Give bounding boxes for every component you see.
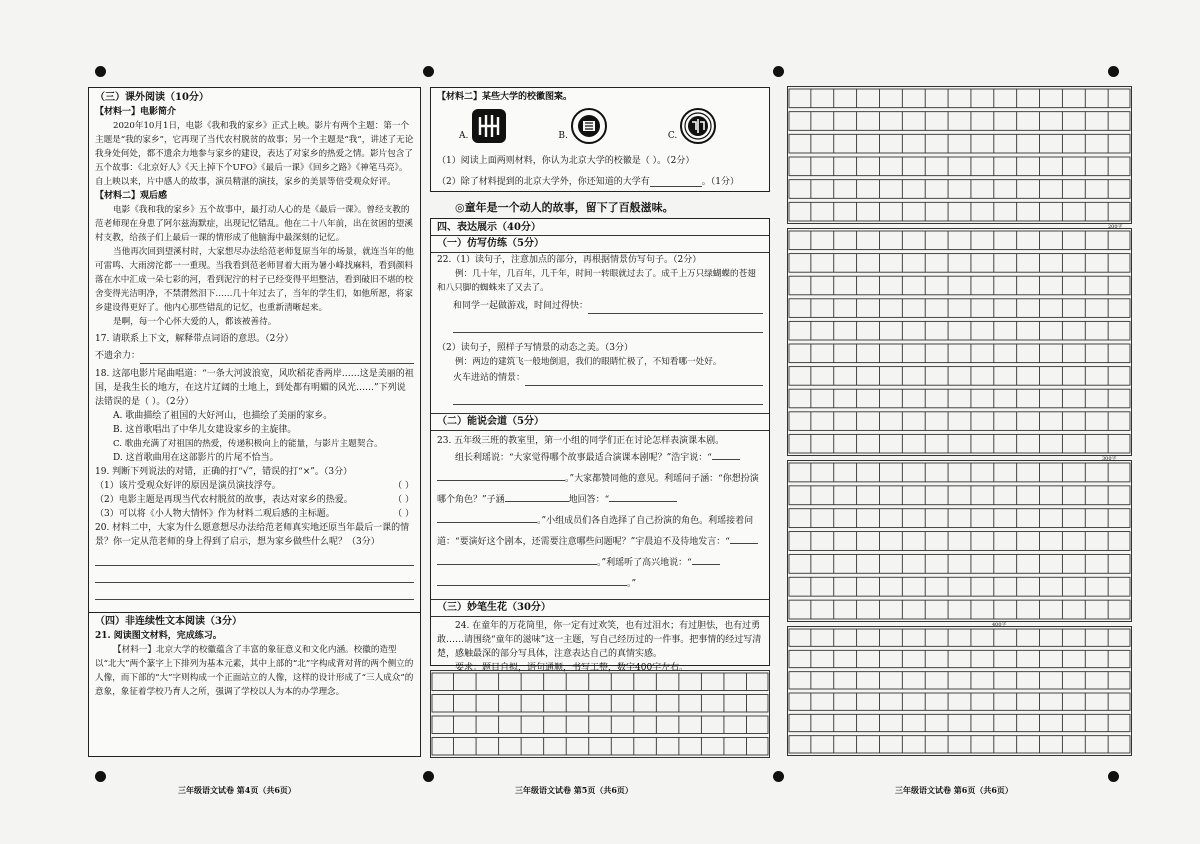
motto: ◎童年是一个动人的故事，留下了百般滋味。 xyxy=(455,201,674,214)
prompt: 和同学一起做游戏，时间过得快： xyxy=(453,301,589,311)
grid-cells xyxy=(788,627,1131,755)
subsection-title: （二）能说会道（5分） xyxy=(431,413,769,431)
binding-dot xyxy=(423,771,434,782)
material-text: 【材料一】北京大学的校徽蕴含了丰富的象征意义和文化内涵。校徽的造型以“北大”两个篆字上下排列为基本元素，其中上部的“北”字构成背对背的两个侧立的人像，而下部的“大”字则构成一个正面站立的人像，这样的设计形成了“三人成众”的意象，象征着学校乃育人之所，强调了学校以人为本的办学理念。 xyxy=(95,645,414,697)
answer-line[interactable] xyxy=(95,585,414,600)
grid-row xyxy=(789,344,1130,363)
question-22-2: （2）读句子，照样子写情景的动态之美。（3分） xyxy=(437,343,633,353)
binding-dot xyxy=(423,66,434,77)
question-18: 18. 这部电影片尾曲唱道：“一条大河波浪宽，风吹稻花香两岸……这是美丽的祖国，是我生长的地方，在这片辽阔的土地上，到处都有明媚的风光……”下列说法错误的是（ ）。（2分） xyxy=(95,369,414,407)
page-footer: 三年级语文试卷 第6页（共6页） xyxy=(895,785,1013,795)
grid-row xyxy=(789,532,1130,551)
judge-item: （3）可以将《小人物大情怀》作为材料二观后感的主标题。 xyxy=(95,509,335,519)
grid-row xyxy=(789,276,1130,295)
seal-logo-icon xyxy=(470,107,508,145)
binding-dot xyxy=(1108,771,1119,782)
dialogue-text xyxy=(437,448,763,595)
judge-paren[interactable]: （ ） xyxy=(393,481,414,491)
answer-line[interactable] xyxy=(730,533,758,544)
requirements: 要求：题目自拟，语句通顺，书写工整，数字400字左右。 xyxy=(455,663,689,673)
answer-line[interactable] xyxy=(453,390,763,405)
grid-row xyxy=(432,673,768,691)
material-text: 2020年10月1日，电影《我和我的家乡》正式上映。影片有两个主题：第一个主题是“我的家乡”，它再现了当代农村脱贫的故事；另一个主题是“我”，讲述了无论我身处何处，都不遗余力地参与家乡的建设，表达了对家乡的热爱之情。影片包含了五个故事：《北京好人》《天上掉下个UFO》《最后一课》《回乡之路》《神笔马亮》。自上映以来，片中感人的故事，演员精湛的演技，家乡的美景等倍受观众好评。 xyxy=(95,121,414,187)
answer-line[interactable] xyxy=(437,554,597,565)
sub-question: （1）阅读上面两则材料，你认为北京大学的校徽是（ ）。（2分） xyxy=(437,156,695,166)
grid-row xyxy=(789,389,1130,408)
answer-line[interactable] xyxy=(609,491,677,502)
binding-dot xyxy=(95,66,106,77)
answer-line[interactable] xyxy=(525,371,763,386)
judge-paren[interactable]: （ ） xyxy=(393,509,414,519)
grid-cells xyxy=(431,671,769,757)
material-2-panel xyxy=(430,87,770,192)
grid-row xyxy=(789,134,1130,153)
sub-question: （2）除了材料提到的北京大学外，你还知道的大学有 xyxy=(437,177,650,187)
answer-line[interactable] xyxy=(95,551,414,566)
answer-line[interactable] xyxy=(712,449,740,460)
question-19: 19. 判断下列说法的对错，正确的打“√”，错误的打“×”。（3分） xyxy=(95,467,353,477)
grid-row xyxy=(789,486,1130,505)
material-title: 【材料一】电影简介 xyxy=(95,107,177,117)
grid-row xyxy=(789,412,1130,431)
answer-line[interactable] xyxy=(437,575,627,586)
peking-emblem-icon xyxy=(679,107,717,145)
grid-row xyxy=(432,695,768,713)
writing-grid[interactable] xyxy=(787,228,1132,456)
page-5-panel xyxy=(430,218,770,673)
grid-row xyxy=(789,629,1130,646)
grid-row xyxy=(789,254,1130,273)
logo-option-label: B. xyxy=(558,131,568,141)
example-sentence: 例：几十年，几百年，几千年，时间一转眼就过去了。成千上万只绿蝴蝶的苍翅和八只脚的蜘蛛来了又去了。 xyxy=(437,269,756,293)
subsection-title: （三）妙笔生花（30分） xyxy=(431,599,769,617)
subsection-title: （一）仿写仿练（5分） xyxy=(431,235,769,253)
answer-line[interactable] xyxy=(692,554,720,565)
material-text: 电影《我和我的家乡》五个故事中，最打动人心的是《最后一课》。曾经支教的范老师现在身患了阿尔兹海默症，出现记忆错乱。他在二十八年前，出在贫困的望溪村支教，给孩子们上最后一课的情形成了他脑海中最深刻的记忆。 xyxy=(95,205,413,243)
section-title: （四）非连续性文本阅读（3分） xyxy=(95,616,242,627)
dialogue-part: 。”小组成员们各自选择了自己扮演的角色。利瑶接着问道：“要演好这个剧本，还需要注意哪些问题呢？”宇晨迫不及待地发言：“ xyxy=(437,516,754,547)
sub-question-tail: 。（1分） xyxy=(701,177,739,187)
grid-row xyxy=(432,738,768,756)
question-24: 24. 在童年的万花筒里，你一定有过欢笑，也有过泪水；有过胆怯，也有过勇敢……请围绕“童年的滋味”这一主题，写自己经历过的一件事。把事情的经过写清楚，感触最深的部分写具体，注意表达自己的真情实感。 xyxy=(437,621,762,659)
binding-dot xyxy=(773,66,784,77)
question-17: 17. 请联系上下文，解释带点词语的意思。（2分） xyxy=(95,334,294,344)
grid-row xyxy=(789,736,1130,753)
judge-paren[interactable]: （ ） xyxy=(393,495,414,505)
grid-row xyxy=(789,650,1130,667)
judge-item: （1）该片受观众好评的原因是演员演技浮夸。 xyxy=(95,481,281,491)
grid-row xyxy=(789,180,1130,199)
answer-line[interactable] xyxy=(505,491,569,502)
grid-row xyxy=(789,693,1130,710)
answer-line[interactable] xyxy=(437,512,537,523)
writing-grid[interactable] xyxy=(787,86,1132,224)
option-c[interactable]: C. 歌曲充满了对祖国的热爱，传递积极向上的能量，与影片主题契合。 xyxy=(113,439,383,449)
question-23: 23. 五年级三班的教室里，第一小组的同学们正在讨论怎样表演课本剧。 xyxy=(437,436,725,446)
option-a[interactable]: A. 歌曲描绘了祖国的大好河山，也描绘了美丽的家乡。 xyxy=(113,411,333,421)
grid-row xyxy=(789,367,1130,386)
material-text: 当他再次回到望溪村时，大家想尽办法给范老师复原当年的场景，就连当年的他可雷鸣、大雨滂沱都一一重现。当我看到范老师冒着大雨为暑小峰找麻料，看到颜料落在水中汇成一朵七彩的河，看到泥泞的村子已经变得平坦整洁，看到破旧不堪的校舍变得光洁明净，不禁潸然泪下……几十年过去了，当年的学生们，如他所愿，将家乡建设得更好了。他内心那些错乱的记忆，也重新清晰起来。 xyxy=(95,247,414,313)
university-emblem-icon xyxy=(570,107,608,145)
word-count-mark: 400字 xyxy=(992,622,1007,628)
dialogue-part: 组长利瑶说：“大家觉得哪个故事最适合演课本剧呢？”浩宇说：“ xyxy=(455,453,712,463)
grid-row xyxy=(789,202,1130,221)
page-footer: 三年级语文试卷 第4页（共6页） xyxy=(178,785,296,795)
grid-cells xyxy=(788,461,1131,621)
grid-row xyxy=(789,434,1130,453)
option-d[interactable]: D. 这首歌曲用在这部影片的片尾不恰当。 xyxy=(113,453,279,463)
grid-row xyxy=(789,321,1130,340)
material-title: 【材料二】某些大学的校徽图案。 xyxy=(437,92,573,102)
word-count-mark: 300字 xyxy=(1102,456,1117,462)
writing-grid[interactable] xyxy=(787,460,1132,622)
grid-row xyxy=(432,716,768,734)
page-4-panel xyxy=(88,87,421,757)
page-footer: 三年级语文试卷 第5页（共6页） xyxy=(515,785,633,795)
grid-row xyxy=(789,299,1130,318)
grid-cells xyxy=(788,87,1131,223)
section-title: 四、表达展示（40分） xyxy=(437,222,541,233)
question-22: 22.（1）读句子，注意加点的部分，再根据情景仿写句子。（2分） xyxy=(437,255,702,265)
dialogue-part: 。”利瑶听了高兴地说：“ xyxy=(597,558,692,568)
judge-item: （2）电影主题是再现当代农村脱贫的故事，表达对家乡的热爱。 xyxy=(95,495,353,505)
dialogue-part: 。” xyxy=(627,579,637,589)
grid-row xyxy=(789,554,1130,573)
word-count-mark: 200字 xyxy=(1108,224,1123,230)
writing-grid[interactable] xyxy=(787,626,1132,756)
grid-row xyxy=(789,600,1130,619)
question-21: 21. 阅读图文材料，完成练习。 xyxy=(95,631,222,641)
answer-line[interactable] xyxy=(140,349,414,364)
answer-line[interactable] xyxy=(453,318,763,333)
grid-row xyxy=(789,672,1130,689)
logo-option-label: A. xyxy=(459,131,469,141)
grid-row xyxy=(789,89,1130,108)
grid-row xyxy=(789,157,1130,176)
answer-line[interactable] xyxy=(650,175,702,187)
answer-line[interactable] xyxy=(437,470,565,481)
material-text: 是啊，每一个心怀大爱的人，都该被善待。 xyxy=(113,317,277,327)
grid-row xyxy=(789,577,1130,596)
grid-cells xyxy=(788,229,1131,455)
binding-dot xyxy=(95,771,106,782)
grid-row xyxy=(789,231,1130,250)
material-title: 【材料二】观后感 xyxy=(95,191,168,201)
binding-dot xyxy=(773,771,784,782)
logo-option-label: C. xyxy=(667,131,678,141)
grid-row xyxy=(789,714,1130,731)
grid-row xyxy=(789,112,1130,131)
grid-row xyxy=(789,509,1130,528)
grid-row xyxy=(789,463,1130,482)
section-title: （三）课外阅读（10分） xyxy=(95,92,209,103)
answer-line[interactable] xyxy=(95,568,414,583)
question-17-item: 不遗余力： xyxy=(95,351,141,361)
example-sentence: 例：两边的建筑飞一般地倒退，我们的眼睛忙极了，不知看哪一处好。 xyxy=(455,357,722,367)
prompt: 火车进站的情景： xyxy=(453,373,526,383)
binding-dot xyxy=(1108,66,1119,77)
writing-grid[interactable] xyxy=(430,670,770,758)
option-b[interactable]: B. 这首歌唱出了中华儿女建设家乡的主旋律。 xyxy=(113,425,297,435)
answer-line[interactable] xyxy=(588,299,763,314)
question-20: 20. 材料二中，大家为什么愿意想尽办法给范老师真实地还原当年最后一课的情景？你一定从范老师的身上得到了启示，想为家乡做些什么呢？（3分） xyxy=(95,523,410,547)
dialogue-part: 地回答：“ xyxy=(568,495,610,505)
dialogue-part: 。”大家都赞同他的意见。利瑶问子涵：“你想扮演哪个角色？”子涵 xyxy=(437,474,759,505)
